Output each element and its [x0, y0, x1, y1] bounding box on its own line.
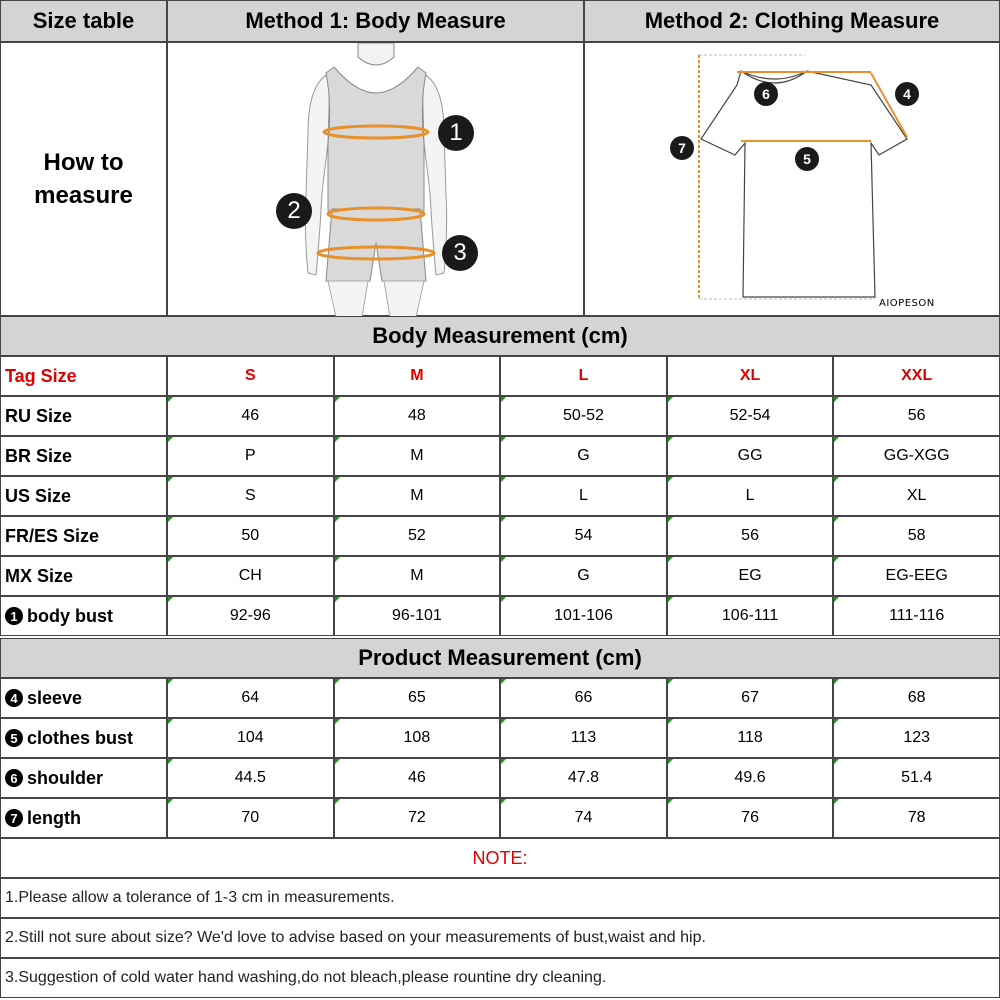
table-cell: 113 — [500, 718, 667, 758]
tshirt-illustration — [585, 43, 1000, 317]
table-cell: 58 — [833, 516, 1000, 556]
table-cell: L — [500, 356, 667, 396]
table-cell: L — [667, 476, 834, 516]
callout-2: 2 — [276, 193, 312, 229]
row-label-length — [0, 798, 167, 838]
table-cell: S — [167, 476, 334, 516]
row-label: US Size — [0, 476, 167, 516]
number-7-icon: 7 — [5, 809, 23, 827]
row-label: MX Size — [0, 556, 167, 596]
table-cell: P — [167, 436, 334, 476]
table-cell: 49.6 — [667, 758, 834, 798]
callout-5: 5 — [795, 147, 819, 171]
table-cell: 51.4 — [833, 758, 1000, 798]
table-cell: 104 — [167, 718, 334, 758]
callout-1: 1 — [438, 115, 474, 151]
how-to-measure-row — [0, 42, 1000, 316]
table-cell: M — [334, 356, 501, 396]
table-cell: 48 — [334, 396, 501, 436]
table-cell: 68 — [833, 678, 1000, 718]
number-4-icon: 4 — [5, 689, 23, 707]
table-cell: M — [334, 556, 501, 596]
note-line-2: 2.Still not sure about size? We'd love to advise based on your measurements of bust,waist and hip. — [0, 918, 1000, 958]
callout-4: 4 — [895, 82, 919, 106]
row-label-text: body bust — [27, 605, 113, 626]
table-row — [0, 436, 1000, 476]
table-cell: 44.5 — [167, 758, 334, 798]
table-cell: 56 — [833, 396, 1000, 436]
body-measurement-title: Body Measurement (cm) — [0, 316, 1000, 356]
note-line-1: 1.Please allow a tolerance of 1-3 cm in measurements. — [0, 878, 1000, 918]
table-row — [0, 678, 1000, 718]
table-cell: 96-101 — [334, 596, 501, 636]
table-cell: 72 — [334, 798, 501, 838]
table-cell: 108 — [334, 718, 501, 758]
table-cell: M — [334, 436, 501, 476]
row-label-sleeve — [0, 678, 167, 718]
table-cell: G — [500, 556, 667, 596]
table-cell: 101-106 — [500, 596, 667, 636]
table-cell: 54 — [500, 516, 667, 556]
table-cell: XL — [833, 476, 1000, 516]
product-measurement-title: Product Measurement (cm) — [0, 638, 1000, 678]
how-to-label-cell — [0, 42, 167, 316]
row-label-text: length — [27, 807, 81, 828]
table-cell: XL — [667, 356, 834, 396]
header-row — [0, 0, 1000, 42]
table-cell: L — [500, 476, 667, 516]
row-label-clothes-bust — [0, 718, 167, 758]
table-cell: 78 — [833, 798, 1000, 838]
brand-label: AIOPESON — [879, 298, 935, 309]
body-measure-figure — [167, 42, 584, 316]
table-cell: 65 — [334, 678, 501, 718]
tag-size-row — [0, 356, 1000, 396]
table-cell: 50 — [167, 516, 334, 556]
table-row — [0, 798, 1000, 838]
table-row — [0, 556, 1000, 596]
note-title: NOTE: — [0, 838, 1000, 878]
table-cell: 52-54 — [667, 396, 834, 436]
size-table-header: Size table — [0, 0, 167, 42]
table-cell: 64 — [167, 678, 334, 718]
table-cell: 76 — [667, 798, 834, 838]
callout-3: 3 — [442, 235, 478, 271]
table-cell: S — [167, 356, 334, 396]
table-cell: 118 — [667, 718, 834, 758]
body-figure-illustration — [168, 43, 585, 317]
table-cell: CH — [167, 556, 334, 596]
table-cell: GG — [667, 436, 834, 476]
table-cell: EG-EEG — [833, 556, 1000, 596]
table-row — [0, 758, 1000, 798]
table-cell: EG — [667, 556, 834, 596]
clothing-measure-figure — [584, 42, 1000, 316]
table-cell: 46 — [167, 396, 334, 436]
table-row — [0, 718, 1000, 758]
table-row — [0, 396, 1000, 436]
table-cell: 92-96 — [167, 596, 334, 636]
table-cell: 123 — [833, 718, 1000, 758]
table-row — [0, 596, 1000, 636]
row-label-text: clothes bust — [27, 727, 134, 748]
number-6-icon: 6 — [5, 769, 23, 787]
table-cell: XXL — [833, 356, 1000, 396]
table-cell: GG-XGG — [833, 436, 1000, 476]
row-label-text: shoulder — [27, 767, 104, 788]
callout-7: 7 — [670, 136, 694, 160]
table-cell: G — [500, 436, 667, 476]
table-cell: 47.8 — [500, 758, 667, 798]
table-cell: M — [334, 476, 501, 516]
note-line-3: 3.Suggestion of cold water hand washing,do not bleach,please rountine dry cleaning. — [0, 958, 1000, 998]
table-cell: 67 — [667, 678, 834, 718]
method2-header: Method 2: Clothing Measure — [584, 0, 1000, 42]
table-cell: 66 — [500, 678, 667, 718]
table-cell: 50-52 — [500, 396, 667, 436]
table-cell: 52 — [334, 516, 501, 556]
table-cell: 70 — [167, 798, 334, 838]
row-label-shoulder — [0, 758, 167, 798]
table-cell: 106-111 — [667, 596, 834, 636]
table-cell: 56 — [667, 516, 834, 556]
number-5-icon: 5 — [5, 729, 23, 747]
row-label: RU Size — [0, 396, 167, 436]
table-cell: 111-116 — [833, 596, 1000, 636]
table-cell: 46 — [334, 758, 501, 798]
row-label-text: sleeve — [27, 687, 83, 708]
table-cell: 74 — [500, 798, 667, 838]
method1-header: Method 1: Body Measure — [167, 0, 584, 42]
row-label: FR/ES Size — [0, 516, 167, 556]
how-to-label: How to measure — [34, 149, 133, 209]
table-row — [0, 476, 1000, 516]
number-1-icon: 1 — [5, 607, 23, 625]
row-label-body-bust — [0, 596, 167, 636]
row-label: BR Size — [0, 436, 167, 476]
table-row — [0, 516, 1000, 556]
row-label: Tag Size — [0, 356, 167, 396]
callout-6: 6 — [754, 82, 778, 106]
